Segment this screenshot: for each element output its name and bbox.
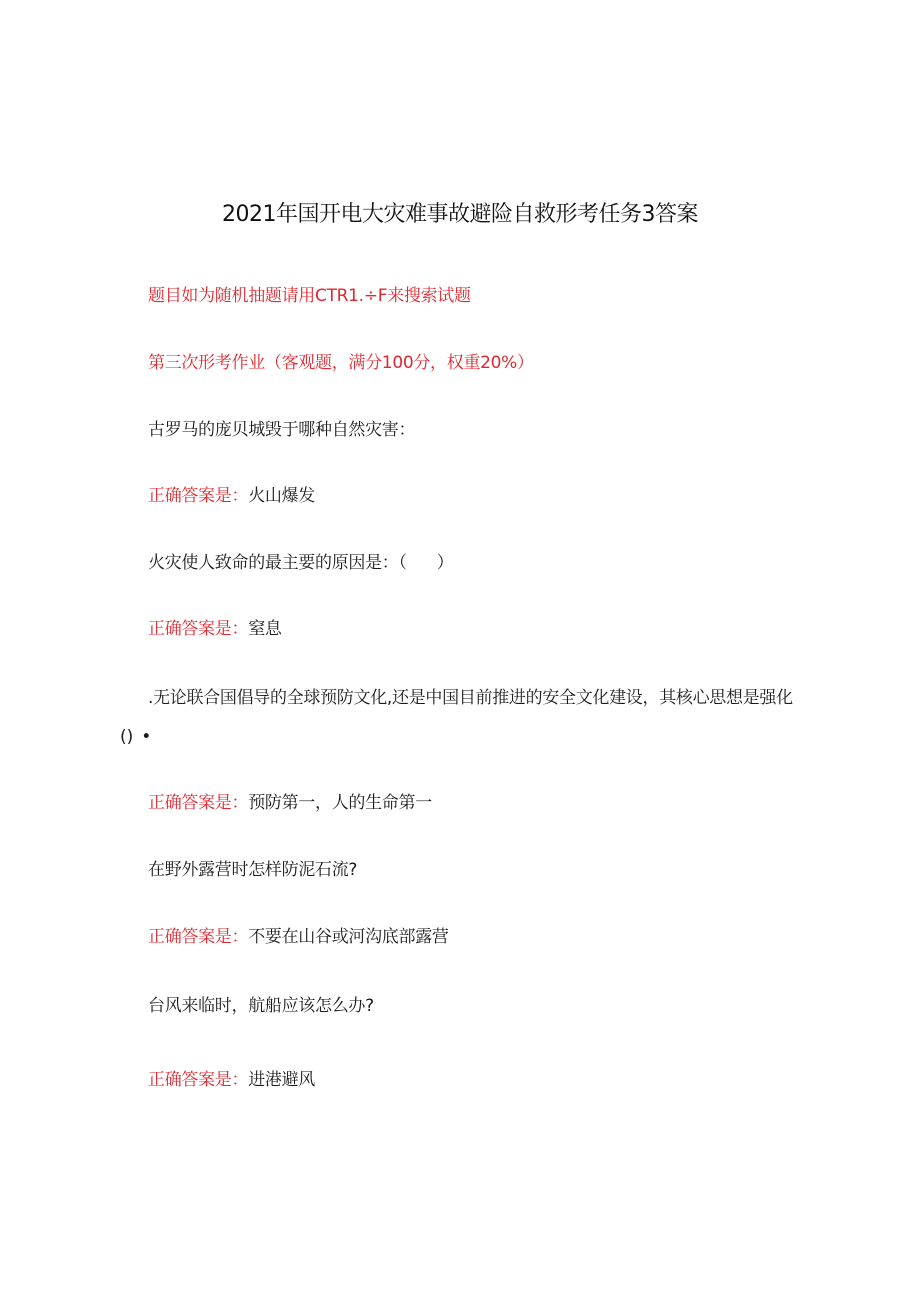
answer-1 bbox=[148, 482, 315, 510]
answer-text: 预防第一，人的生命第一 bbox=[248, 793, 432, 813]
answer-label: 正确答案是： bbox=[148, 793, 249, 813]
question-1: 古罗马的庞贝城毁于哪种自然灾害： bbox=[148, 420, 416, 440]
answer-3 bbox=[148, 789, 432, 817]
question-3: .无论联合国倡导的全球预防文化,还是中国目前推进的安全文化建设，其核心思想是强化 bbox=[148, 688, 793, 708]
answer-label: 正确答案是： bbox=[148, 619, 249, 639]
answer-2 bbox=[148, 615, 282, 643]
answer-4 bbox=[148, 923, 449, 951]
answer-label: 正确答案是： bbox=[148, 927, 249, 947]
bullet: • bbox=[141, 727, 152, 747]
answer-text: 火山爆发 bbox=[248, 486, 316, 506]
answer-text: 进港避风 bbox=[248, 1070, 316, 1090]
page-title: 2021年国开电大灾难事故避险自救形考任务3答案 bbox=[222, 202, 698, 227]
question-5: 台风来临时，航船应该怎么办? bbox=[148, 996, 374, 1016]
answer-5 bbox=[148, 1066, 315, 1094]
question-2 bbox=[148, 549, 453, 577]
answer-label: 正确答案是： bbox=[148, 1070, 249, 1090]
section-heading: 第三次形考作业（客观题，满分100分，权重20%） bbox=[148, 353, 534, 373]
paren-blank: () bbox=[120, 727, 134, 747]
answer-text: 不要在山谷或河沟底部露营 bbox=[248, 927, 449, 947]
answer-label: 正确答案是： bbox=[148, 486, 249, 506]
answer-text: 窒息 bbox=[248, 619, 282, 639]
question-text: 火灾使人致命的最主要的原因是：（ bbox=[148, 553, 407, 573]
question-text-end: ） bbox=[436, 553, 454, 573]
search-notice: 题目如为随机抽题请用CTR1.÷F来搜索试题 bbox=[148, 286, 471, 306]
question-3-continuation bbox=[120, 723, 151, 751]
question-4: 在野外露营时怎样防泥石流? bbox=[148, 860, 358, 880]
